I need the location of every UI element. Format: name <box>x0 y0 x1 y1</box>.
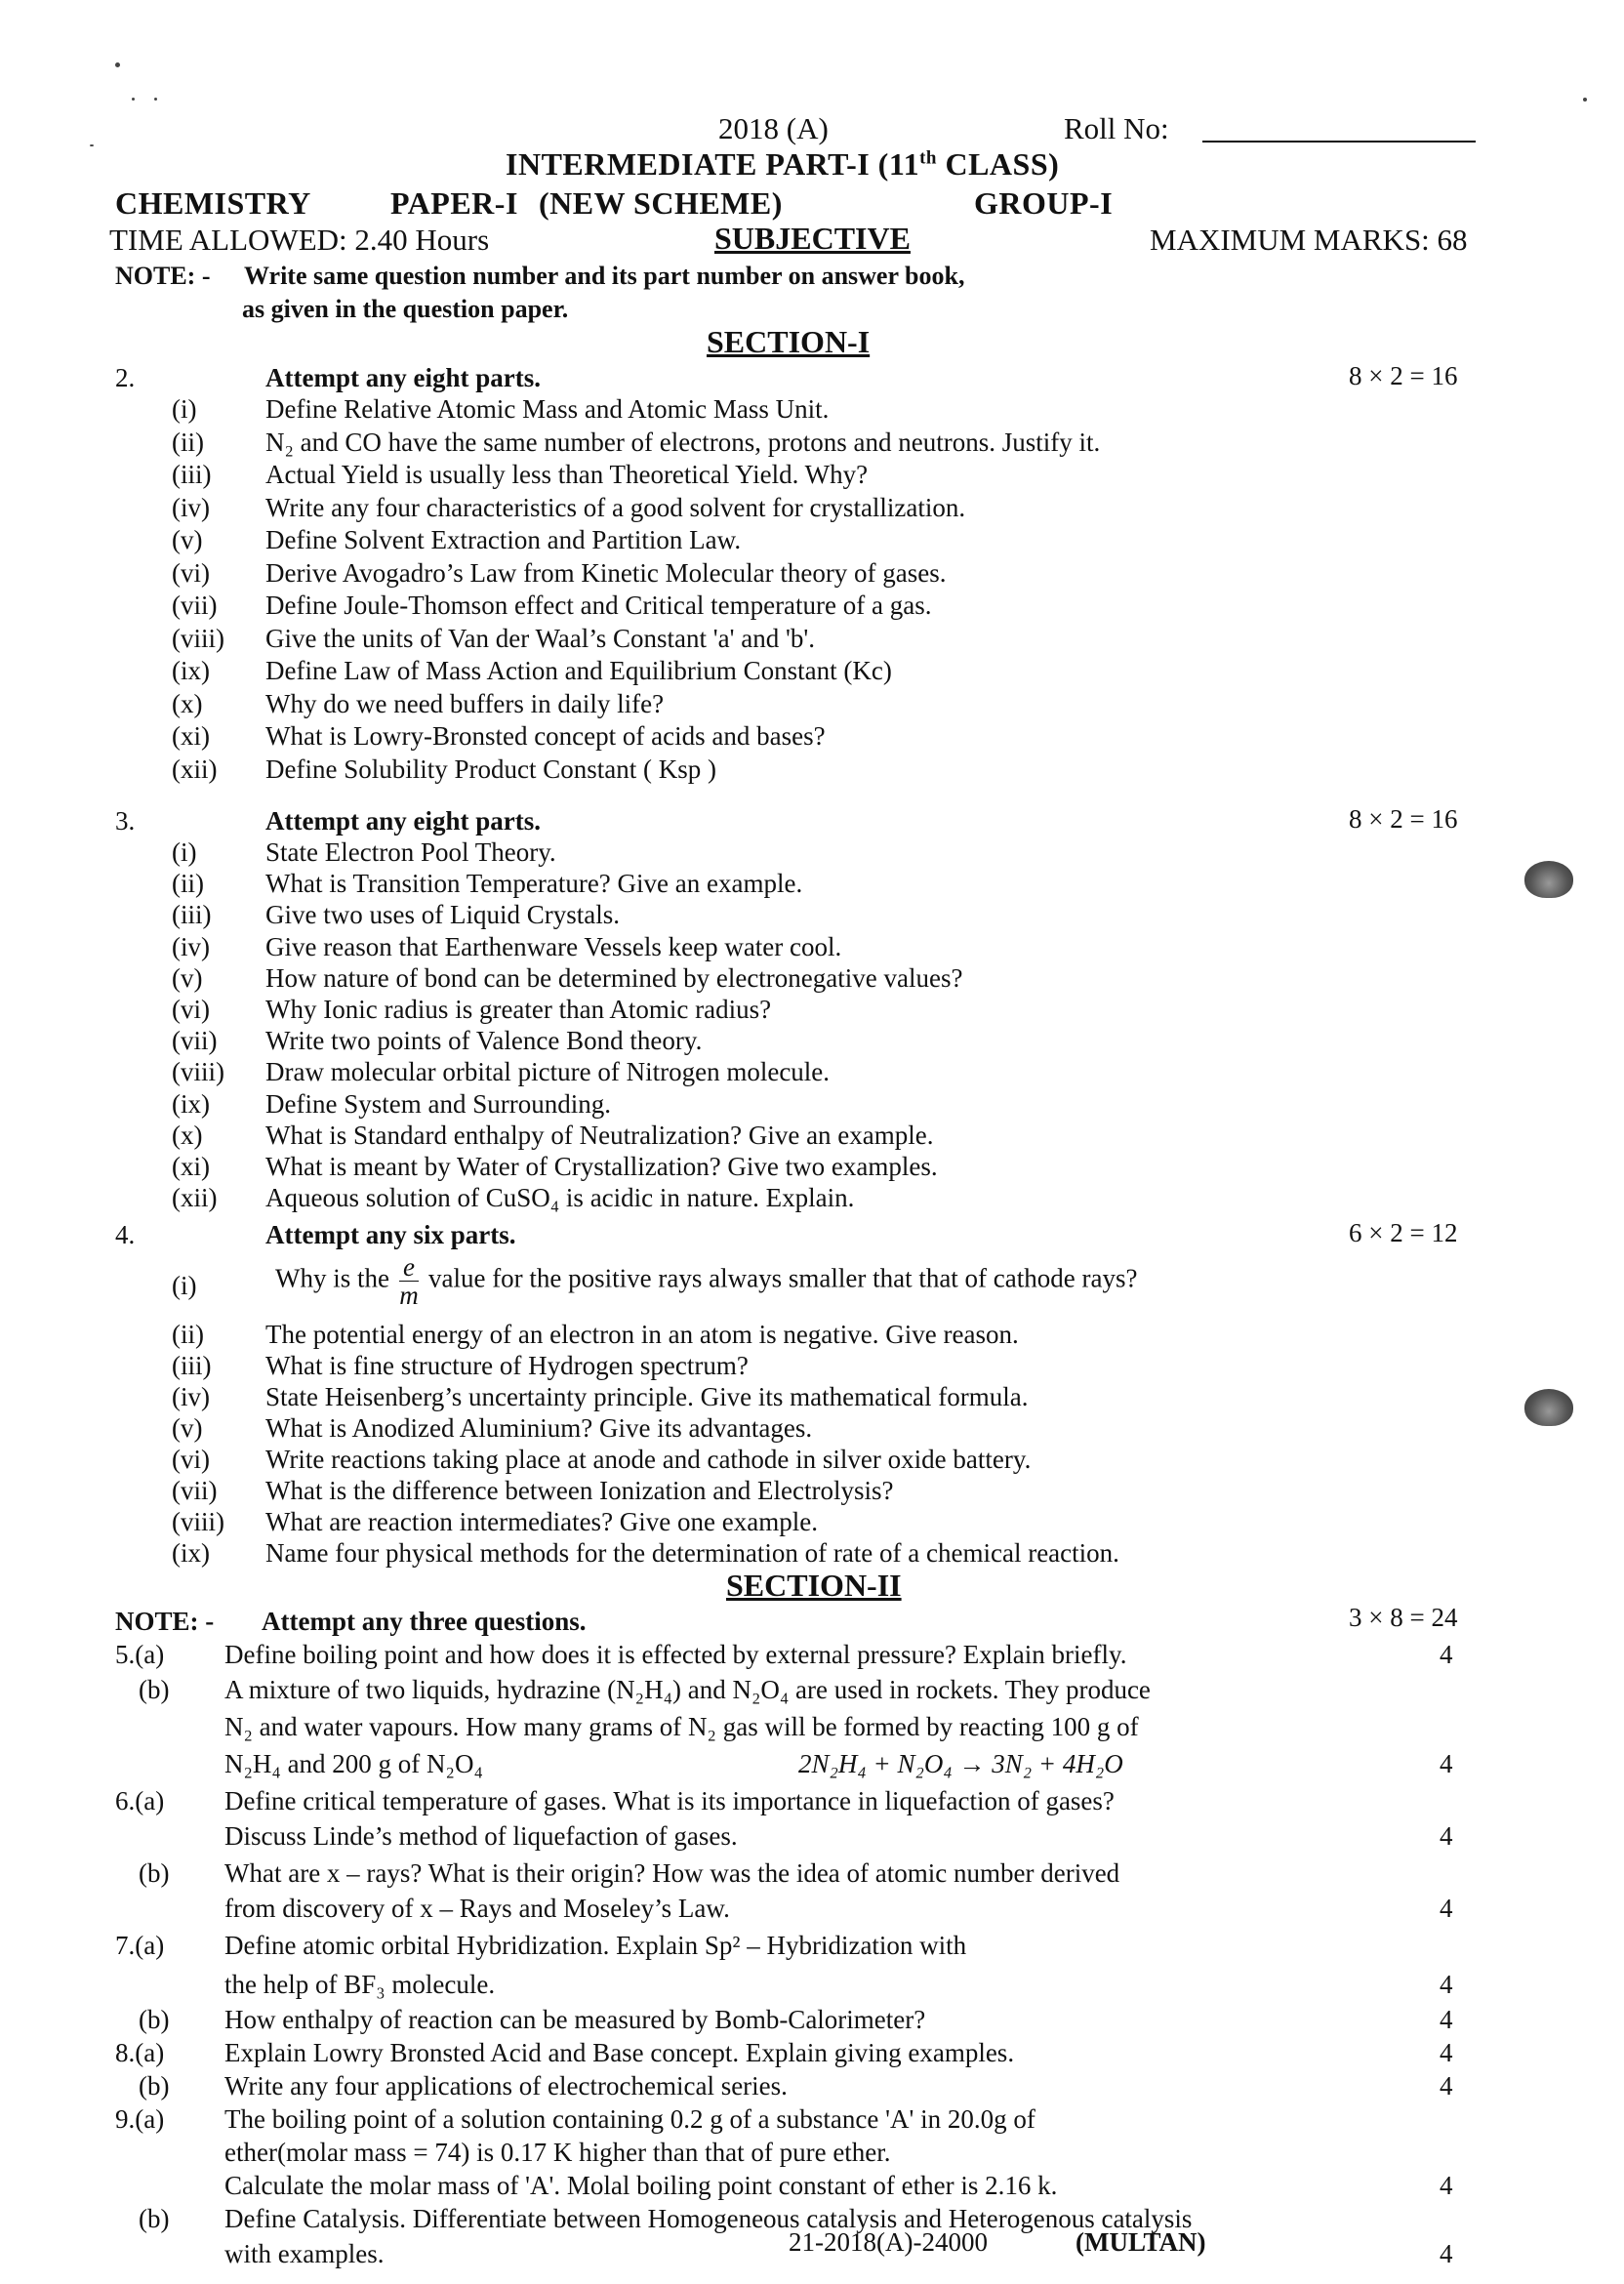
part-text: Write any four characteristics of a good solvent for crystallization. <box>265 492 966 522</box>
part-number: (iii) <box>172 1351 212 1380</box>
question-marks: 4 <box>1440 2005 1453 2034</box>
exam-year: 2018 (A) <box>718 111 829 145</box>
note-line-2: as given in the question paper. <box>242 295 569 323</box>
part-number: (vii) <box>172 1476 218 1505</box>
part-number: (vii) <box>172 591 218 620</box>
question-label: 8.(a) <box>115 2038 165 2067</box>
part-number: (x) <box>172 688 203 718</box>
part-text: Derive Avogadro’s Law from Kinetic Molecular theory of gases. <box>265 557 947 588</box>
section-2-note-label: NOTE: - <box>115 1607 215 1636</box>
question-text: N₂H₄ and 200 g of N₂O₄ <box>224 1749 483 1778</box>
question-marks: 4 <box>1440 1970 1453 1999</box>
question-instruction: Attempt any six parts. <box>265 1220 516 1249</box>
question-label: (b) <box>139 1858 170 1888</box>
question-label: (b) <box>139 1675 170 1704</box>
question-text: Define boiling point and how does it is effected by external pressure? Explain briefly. <box>224 1640 1127 1669</box>
question-instruction: Attempt any eight parts. <box>265 363 541 392</box>
part-text: What is Transition Temperature? Give an example. <box>265 869 803 899</box>
question-text: Define atomic orbital Hybridization. Explain Sp² – Hybridization with <box>224 1931 967 1960</box>
question-text: What are x – rays? What is their origin? How was the idea of atomic number derived <box>224 1858 1120 1888</box>
part-text: Name four physical methods for the determination of rate of a chemical reaction. <box>265 1538 1119 1568</box>
part-text: What is meant by Water of Crystallization? Give two examples. <box>265 1152 938 1181</box>
part-number: (xi) <box>172 1152 210 1181</box>
part-text: State Heisenberg’s uncertainty principle. Give its mathematical formula. <box>265 1382 1029 1411</box>
part-text: Give the units of Van der Waal’s Constant 'a' and 'b'. <box>265 623 815 653</box>
time-allowed: TIME ALLOWED: 2.40 Hours <box>109 223 490 257</box>
part-text-pre: Why is the <box>275 1263 389 1293</box>
question-text: How enthalpy of reaction can be measured by Bomb-Calorimeter? <box>224 2005 926 2034</box>
board-city: (MULTAN) <box>1076 2227 1206 2257</box>
part-text: Define Solubility Product Constant ( Ksp ) <box>265 754 716 784</box>
question-text: The boiling point of a solution containing 0.2 g of a substance 'A' in 20.0g of <box>224 2104 1035 2134</box>
part-number: (i) <box>172 1271 197 1300</box>
part-number: (ii) <box>172 427 204 457</box>
question-text: the help of BF₃ molecule. <box>224 1970 496 1999</box>
exam-title <box>506 146 1059 183</box>
question-text: A mixture of two liquids, hydrazine (N₂H₄) and N₂O₄ are used in rockets. They produce <box>224 1675 1151 1704</box>
part-number: (i) <box>172 837 197 867</box>
exam-title-sup: th <box>919 147 937 169</box>
part-number: (ix) <box>172 1088 210 1119</box>
section-2-note-text: Attempt any three questions. <box>262 1607 587 1636</box>
question-marks: 4 <box>1440 1894 1453 1923</box>
question-text: Calculate the molar mass of 'A'. Molal boiling point constant of ether is 2.16 k. <box>224 2171 1058 2200</box>
part-text: Draw molecular orbital picture of Nitrogen molecule. <box>265 1057 831 1087</box>
question-text: ether(molar mass = 74) is 0.17 K higher than that of pure ether. <box>224 2138 891 2167</box>
fraction-numerator: e <box>399 1253 419 1282</box>
scan-speck <box>132 98 135 101</box>
part-number: (viii) <box>172 1507 224 1536</box>
scan-speck <box>115 62 120 67</box>
part-number: (v) <box>172 962 203 993</box>
question-label: (b) <box>139 2204 170 2233</box>
part-text: N₂ and CO have the same number of electrons, protons and neutrons. Justify it. <box>265 427 1101 457</box>
question-text: Explain Lowry Bronsted Acid and Base concept. Explain giving examples. <box>224 2038 1015 2067</box>
part-number: (xii) <box>172 754 218 784</box>
exam-title-text-end: CLASS) <box>936 146 1060 182</box>
part-number: (iii) <box>172 460 212 489</box>
part-number: (ix) <box>172 656 210 685</box>
question-text: N₂ and water vapours. How many grams of N₂ gas will be formed by reacting 100 g of <box>224 1712 1139 1741</box>
question-marks: 4 <box>1440 2038 1453 2067</box>
part-text: Define System and Surrounding. <box>265 1088 611 1119</box>
part-number: (vi) <box>172 995 210 1024</box>
part-text: What is fine structure of Hydrogen spectrum? <box>265 1351 749 1380</box>
question-text: Write any four applications of electrochemical series. <box>224 2071 788 2100</box>
part-text: Actual Yield is usually less than Theoretical Yield. Why? <box>265 460 869 489</box>
part-number: (vii) <box>172 1026 218 1056</box>
part-number: (iv) <box>172 931 210 961</box>
part-number: (ix) <box>172 1538 210 1568</box>
part-text: Define Relative Atomic Mass and Atomic Mass Unit. <box>265 394 830 424</box>
part-text: State Electron Pool Theory. <box>265 837 556 867</box>
question-label: 6.(a) <box>115 1786 165 1815</box>
paper-type: SUBJECTIVE <box>714 221 911 256</box>
part-text: Define Solvent Extraction and Partition Law. <box>265 525 742 554</box>
question-marks: 6 × 2 = 12 <box>1349 1218 1458 1247</box>
part-text: What is the difference between Ionization and Electrolysis? <box>265 1476 894 1505</box>
question-text: Define critical temperature of gases. What is its importance in liquefaction of gases? <box>224 1786 1115 1815</box>
part-number: (vi) <box>172 1445 210 1474</box>
part-text: What is Anodized Aluminium? Give its advantages. <box>265 1413 813 1443</box>
part-text: What are reaction intermediates? Give one example. <box>265 1507 818 1536</box>
question-number: 4. <box>115 1220 136 1249</box>
part-text: Give two uses of Liquid Crystals. <box>265 900 620 930</box>
part-text: Write two points of Valence Bond theory. <box>265 1026 703 1056</box>
question-number: 3. <box>115 806 136 836</box>
note-label: NOTE: - <box>115 262 211 290</box>
part-text: Define Law of Mass Action and Equilibrium Constant (Kc) <box>265 656 892 685</box>
question-instruction: Attempt any eight parts. <box>265 806 541 836</box>
question-marks: 4 <box>1440 1640 1453 1669</box>
paper-code: 21-2018(A)-24000 <box>789 2227 988 2257</box>
part-number: (v) <box>172 1413 203 1443</box>
part-number: (ii) <box>172 1320 204 1349</box>
chemical-equation: 2N₂H₄ + N₂O₄ → 3N₂ + 4H₂O <box>798 1749 1123 1778</box>
question-marks: 4 <box>1440 1821 1453 1851</box>
punch-hole-mark <box>1524 861 1573 898</box>
part-text: Why Ionic radius is greater than Atomic radius? <box>265 995 772 1024</box>
scheme-label: (NEW SCHEME) <box>539 185 783 221</box>
question-text: Define Catalysis. Differentiate between Homogeneous catalysis and Heterogenous catalysis <box>224 2204 1193 2233</box>
maximum-marks: MAXIMUM MARKS: 68 <box>1150 223 1468 257</box>
part-number: (iii) <box>172 900 212 930</box>
e-over-m-fraction <box>399 1253 419 1309</box>
question-text: Discuss Linde’s method of liquefaction of gases. <box>224 1821 738 1851</box>
part-number: (viii) <box>172 623 224 653</box>
part-number: (iv) <box>172 492 210 522</box>
question-number: 2. <box>115 363 136 392</box>
part-text: How nature of bond can be determined by electronegative values? <box>265 962 963 993</box>
question-text: from discovery of x – Rays and Moseley’s Law. <box>224 1894 730 1923</box>
part-text: Why do we need buffers in daily life? <box>265 688 665 718</box>
question-marks: 4 <box>1440 1749 1453 1778</box>
part-number: (iv) <box>172 1382 210 1411</box>
part-number: (v) <box>172 525 203 554</box>
question-marks: 4 <box>1440 2071 1453 2100</box>
section-2-title: SECTION-II <box>726 1568 902 1603</box>
subject-name: CHEMISTRY <box>115 185 311 221</box>
question-label: (b) <box>139 2071 170 2100</box>
part-number: (vi) <box>172 557 210 588</box>
fraction-denominator: m <box>399 1281 419 1310</box>
section-1-title: SECTION-I <box>707 324 871 359</box>
question-label: 7.(a) <box>115 1931 165 1960</box>
part-number: (ii) <box>172 869 204 899</box>
scan-speck <box>1583 98 1587 102</box>
question-marks: 4 <box>1440 2239 1453 2268</box>
question-marks: 8 × 2 = 16 <box>1349 804 1458 834</box>
exam-title-text: INTERMEDIATE PART-I (11 <box>506 146 920 182</box>
group-label: GROUP-I <box>974 185 1114 221</box>
question-label: 5.(a) <box>115 1640 165 1669</box>
part-text: Define Joule-Thomson effect and Critical temperature of a gas. <box>265 591 932 620</box>
part-number: (xii) <box>172 1183 218 1213</box>
part-number: (xi) <box>172 721 210 751</box>
part-number: (viii) <box>172 1057 224 1087</box>
part-number: (x) <box>172 1120 203 1150</box>
part-text: Write reactions taking place at anode and cathode in silver oxide battery. <box>265 1445 1032 1474</box>
part-text: The potential energy of an electron in an atom is negative. Give reason. <box>265 1320 1019 1349</box>
part-text: What is Standard enthalpy of Neutralization? Give an example. <box>265 1120 934 1150</box>
punch-hole-mark <box>1524 1389 1573 1426</box>
question-marks: 4 <box>1440 2171 1453 2200</box>
question-label: (b) <box>139 2005 170 2034</box>
part-number: (i) <box>172 394 197 424</box>
roll-number-blank <box>1202 141 1476 143</box>
section-2-marks: 3 × 8 = 24 <box>1349 1603 1458 1632</box>
part-text-e-over-m <box>275 1253 1137 1309</box>
part-text-post: value for the positive rays always smaller that that of cathode rays? <box>427 1263 1138 1293</box>
note-line-1: Write same question number and its part number on answer book, <box>244 262 965 290</box>
question-label: 9.(a) <box>115 2104 165 2134</box>
paper-number: PAPER-I <box>390 185 518 221</box>
part-text: What is Lowry-Bronsted concept of acids and bases? <box>265 721 826 751</box>
question-text: with examples. <box>224 2239 385 2268</box>
scan-speck <box>90 144 94 146</box>
scan-speck <box>154 98 157 101</box>
part-text: Aqueous solution of CuSO₄ is acidic in nature. Explain. <box>265 1183 855 1213</box>
roll-number-label: Roll No: <box>1064 111 1169 145</box>
part-text: Give reason that Earthenware Vessels keep water cool. <box>265 931 842 961</box>
question-marks: 8 × 2 = 16 <box>1349 361 1458 390</box>
